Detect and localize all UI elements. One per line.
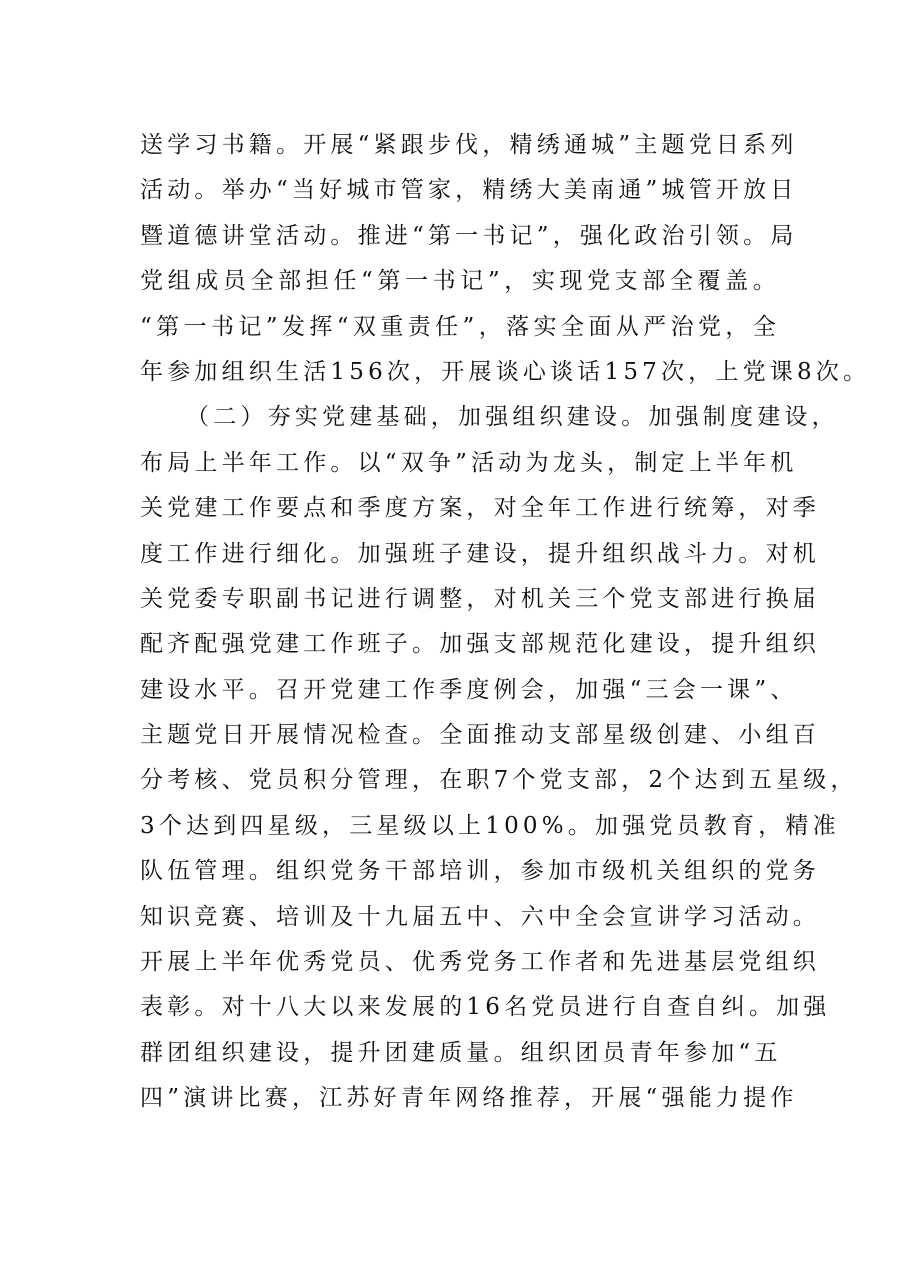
text-line: 3个达到四星级，三星级以上100%。加强党员教育，精准: [140, 812, 840, 839]
text-line: 表彰。对十八大以来发展的16名党员进行自查自纠。加强: [140, 994, 831, 1021]
text-line: 群团组织建设，提升团建质量。组织团员青年参加“五: [140, 1039, 782, 1066]
text-line: 建设水平。召开党建工作季度例会，加强“三会一课”、: [140, 676, 798, 703]
text-line: 分考核、党员积分管理，在职7个党支部，2个达到五星级，: [140, 767, 858, 794]
text-line: 暨道德讲堂活动。推进“第一书记”，强化政治引领。局: [140, 222, 798, 249]
body-text: [140, 123, 871, 1122]
text-line: “第一书记”发挥“双重责任”，落实全面从严治党，全: [140, 313, 780, 340]
text-line: 送学习书籍。开展“紧跟步伐，精绣通城”主题党日系列: [140, 132, 798, 158]
text-line: 知识竞赛、培训及十九届五中、六中全会宣讲学习活动。: [140, 903, 820, 930]
text-line: 关党委专职副书记进行调整，对机关三个党支部进行换届: [140, 585, 820, 612]
text-line: 年参加组织生活156次，开展谈心谈话157次，上党课8次。: [140, 358, 871, 385]
text-line: 配齐配强党建工作班子。加强支部规范化建设，提升组织: [140, 631, 820, 658]
text-line: 活动。举办“当好城市管家，精绣大美南通”城管开放日: [140, 177, 798, 204]
text-line: 队伍管理。组织党务干部培训，参加市级机关组织的党务: [140, 858, 820, 885]
text-line: 主题党日开展情况检查。全面推动支部星级创建、小组百: [140, 722, 820, 749]
text-line: 开展上半年优秀党员、优秀党务工作者和先进基层党组织: [140, 949, 820, 976]
text-line: 布局上半年工作。以“双争”活动为龙头，制定上半年机: [140, 449, 798, 476]
text-line: 关党建工作要点和季度方案，对全年工作进行统筹，对季: [140, 495, 820, 522]
text-line: 四”演讲比赛，江苏好青年网络推荐，开展“强能力提作: [140, 1085, 798, 1112]
section-heading-line: （二）夯实党建基础，加强组织建设。加强制度建设，: [186, 404, 839, 431]
text-line: 度工作进行细化。加强班子建设，提升组织战斗力。对机: [140, 540, 820, 567]
text-line: 党组成员全部担任“第一书记”，实现党支部全覆盖。: [140, 268, 780, 295]
